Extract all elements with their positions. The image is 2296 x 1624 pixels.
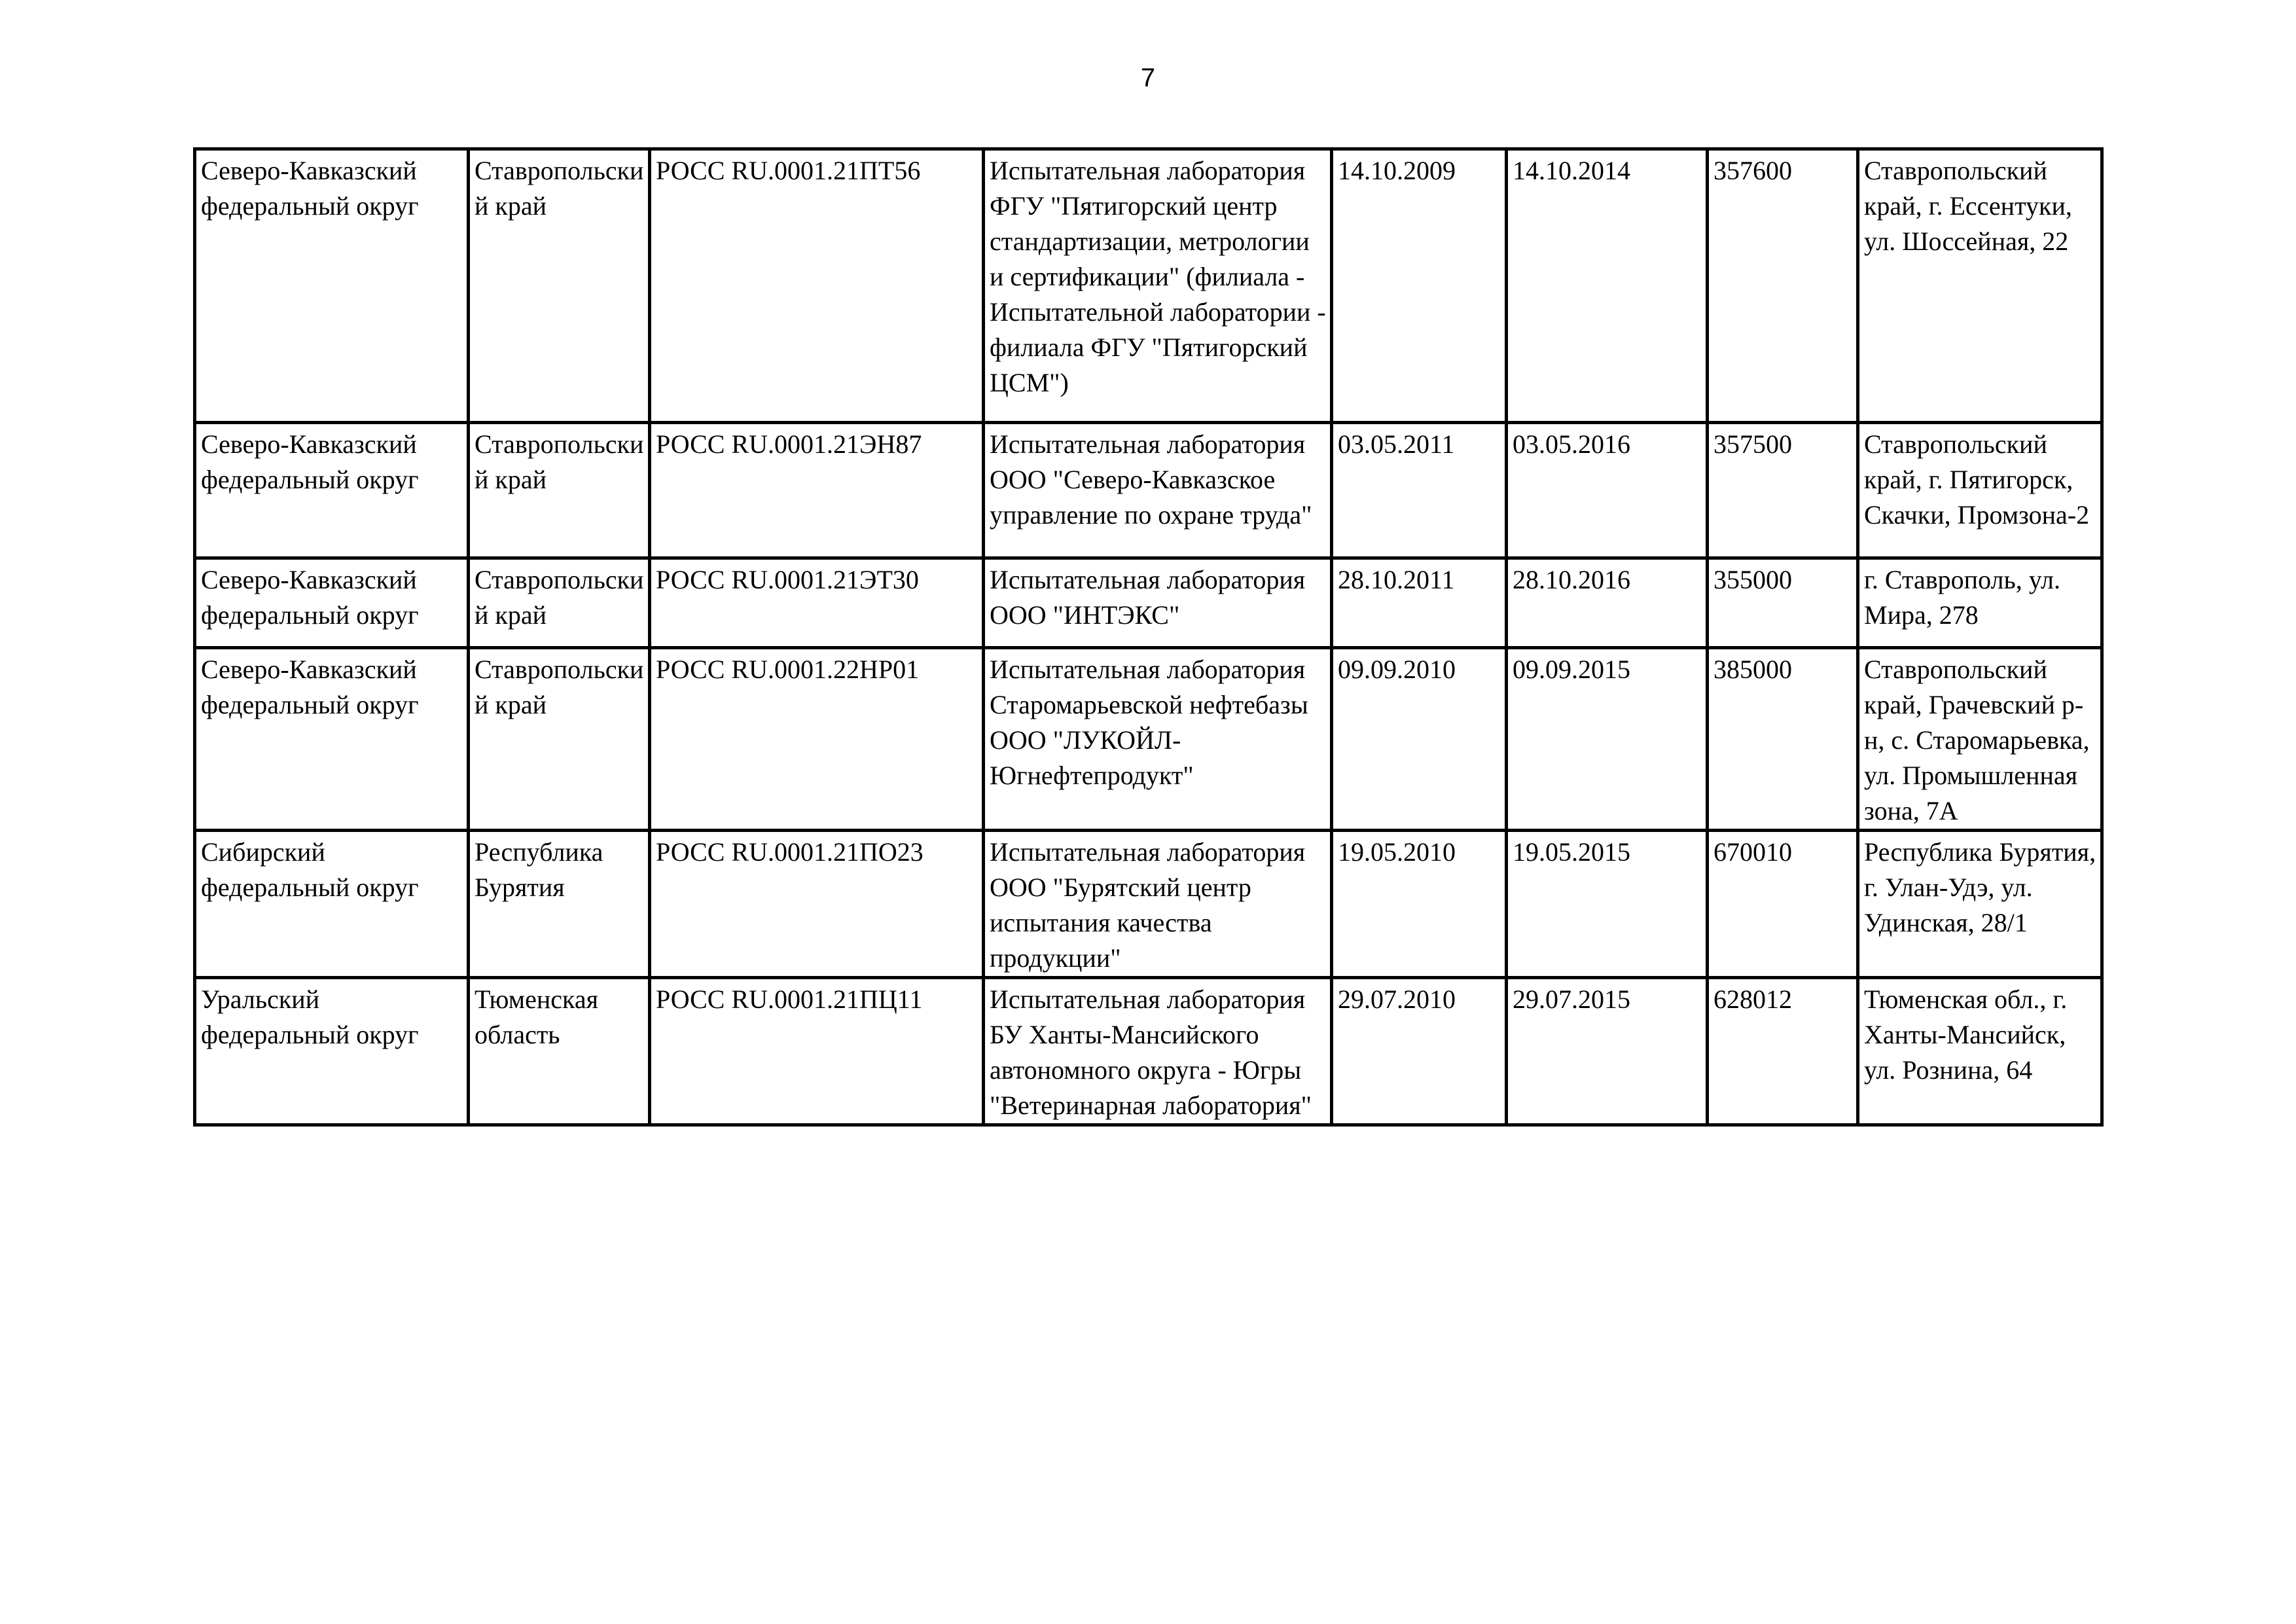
valid-from-date-cell: 03.05.2011	[1332, 423, 1507, 558]
laboratory-name-cell: Испытательная лаборатория Старомарьевской нефтебазы ООО "ЛУКОЙЛ-Югнефтепродукт"	[984, 648, 1332, 831]
address-cell: г. Ставрополь, ул. Мира, 278	[1858, 558, 2102, 648]
region-cell: Республика Бурятия	[469, 831, 650, 978]
accreditation-number-cell: РОСС RU.0001.21ПО23	[650, 831, 984, 978]
postal-code-cell: 357500	[1708, 423, 1858, 558]
postal-code-cell: 385000	[1708, 648, 1858, 831]
address-cell: Ставропольский край, г. Пятигорск, Скачки, Промзона-2	[1858, 423, 2102, 558]
accreditation-number-cell: РОСС RU.0001.21ПЦ11	[650, 978, 984, 1125]
page-number: 7	[1140, 63, 1156, 92]
laboratory-name-cell: Испытательная лаборатория БУ Ханты-Мансийского автономного округа - Югры "Ветеринарная лаборатория"	[984, 978, 1332, 1125]
laboratory-name-cell: Испытательная лаборатория ООО "ИНТЭКС"	[984, 558, 1332, 648]
federal-district-cell: Уральский федеральный округ	[195, 978, 469, 1125]
region-cell: Ставропольский край	[469, 558, 650, 648]
table-row	[195, 978, 2102, 1125]
region-cell: Тюменская область	[469, 978, 650, 1125]
region-cell: Ставропольский край	[469, 149, 650, 423]
table-row	[195, 558, 2102, 648]
federal-district-cell: Северо-Кавказский федеральный округ	[195, 149, 469, 423]
federal-district-cell: Северо-Кавказский федеральный округ	[195, 423, 469, 558]
valid-from-date-cell: 09.09.2010	[1332, 648, 1507, 831]
accreditation-number-cell: РОСС RU.0001.22НР01	[650, 648, 984, 831]
table-row	[195, 648, 2102, 831]
accreditation-number-cell: РОСС RU.0001.21ПТ56	[650, 149, 984, 423]
postal-code-cell: 357600	[1708, 149, 1858, 423]
valid-from-date-cell: 29.07.2010	[1332, 978, 1507, 1125]
valid-to-date-cell: 19.05.2015	[1507, 831, 1708, 978]
federal-district-cell: Северо-Кавказский федеральный округ	[195, 558, 469, 648]
postal-code-cell: 355000	[1708, 558, 1858, 648]
table-row	[195, 423, 2102, 558]
postal-code-cell: 670010	[1708, 831, 1858, 978]
address-cell: Ставропольский край, г. Ессентуки, ул. Шоссейная, 22	[1858, 149, 2102, 423]
table-row	[195, 149, 2102, 423]
federal-district-cell: Сибирский федеральный округ	[195, 831, 469, 978]
accreditation-number-cell: РОСС RU.0001.21ЭТ30	[650, 558, 984, 648]
laboratory-name-cell: Испытательная лаборатория ФГУ "Пятигорский центр стандартизации, метрологии и сертификации" (филиала - Испытательной лаборатории - филиала ФГУ "Пятигорский ЦСМ")	[984, 149, 1332, 423]
address-cell: Тюменская обл., г. Ханты-Мансийск, ул. Рознина, 64	[1858, 978, 2102, 1125]
valid-to-date-cell: 03.05.2016	[1507, 423, 1708, 558]
laboratory-name-cell: Испытательная лаборатория ООО "Северо-Кавказское управление по охране труда"	[984, 423, 1332, 558]
valid-from-date-cell: 14.10.2009	[1332, 149, 1507, 423]
laboratory-name-cell: Испытательная лаборатория ООО "Бурятский центр испытания качества продукции"	[984, 831, 1332, 978]
address-cell: Республика Бурятия, г. Улан-Удэ, ул. Удинская, 28/1	[1858, 831, 2102, 978]
accreditation-number-cell: РОСС RU.0001.21ЭН87	[650, 423, 984, 558]
valid-to-date-cell: 29.07.2015	[1507, 978, 1708, 1125]
postal-code-cell: 628012	[1708, 978, 1858, 1125]
region-cell: Ставропольский край	[469, 648, 650, 831]
region-cell: Ставропольский край	[469, 423, 650, 558]
valid-to-date-cell: 09.09.2015	[1507, 648, 1708, 831]
valid-from-date-cell: 19.05.2010	[1332, 831, 1507, 978]
table-body	[195, 149, 2102, 1125]
address-cell: Ставропольский край, Грачевский р-н, с. Старомарьевка, ул. Промышленная зона, 7А	[1858, 648, 2102, 831]
table-row	[195, 831, 2102, 978]
valid-from-date-cell: 28.10.2011	[1332, 558, 1507, 648]
valid-to-date-cell: 14.10.2014	[1507, 149, 1708, 423]
valid-to-date-cell: 28.10.2016	[1507, 558, 1708, 648]
federal-district-cell: Северо-Кавказский федеральный округ	[195, 648, 469, 831]
laboratory-registry-table	[193, 147, 2104, 1127]
